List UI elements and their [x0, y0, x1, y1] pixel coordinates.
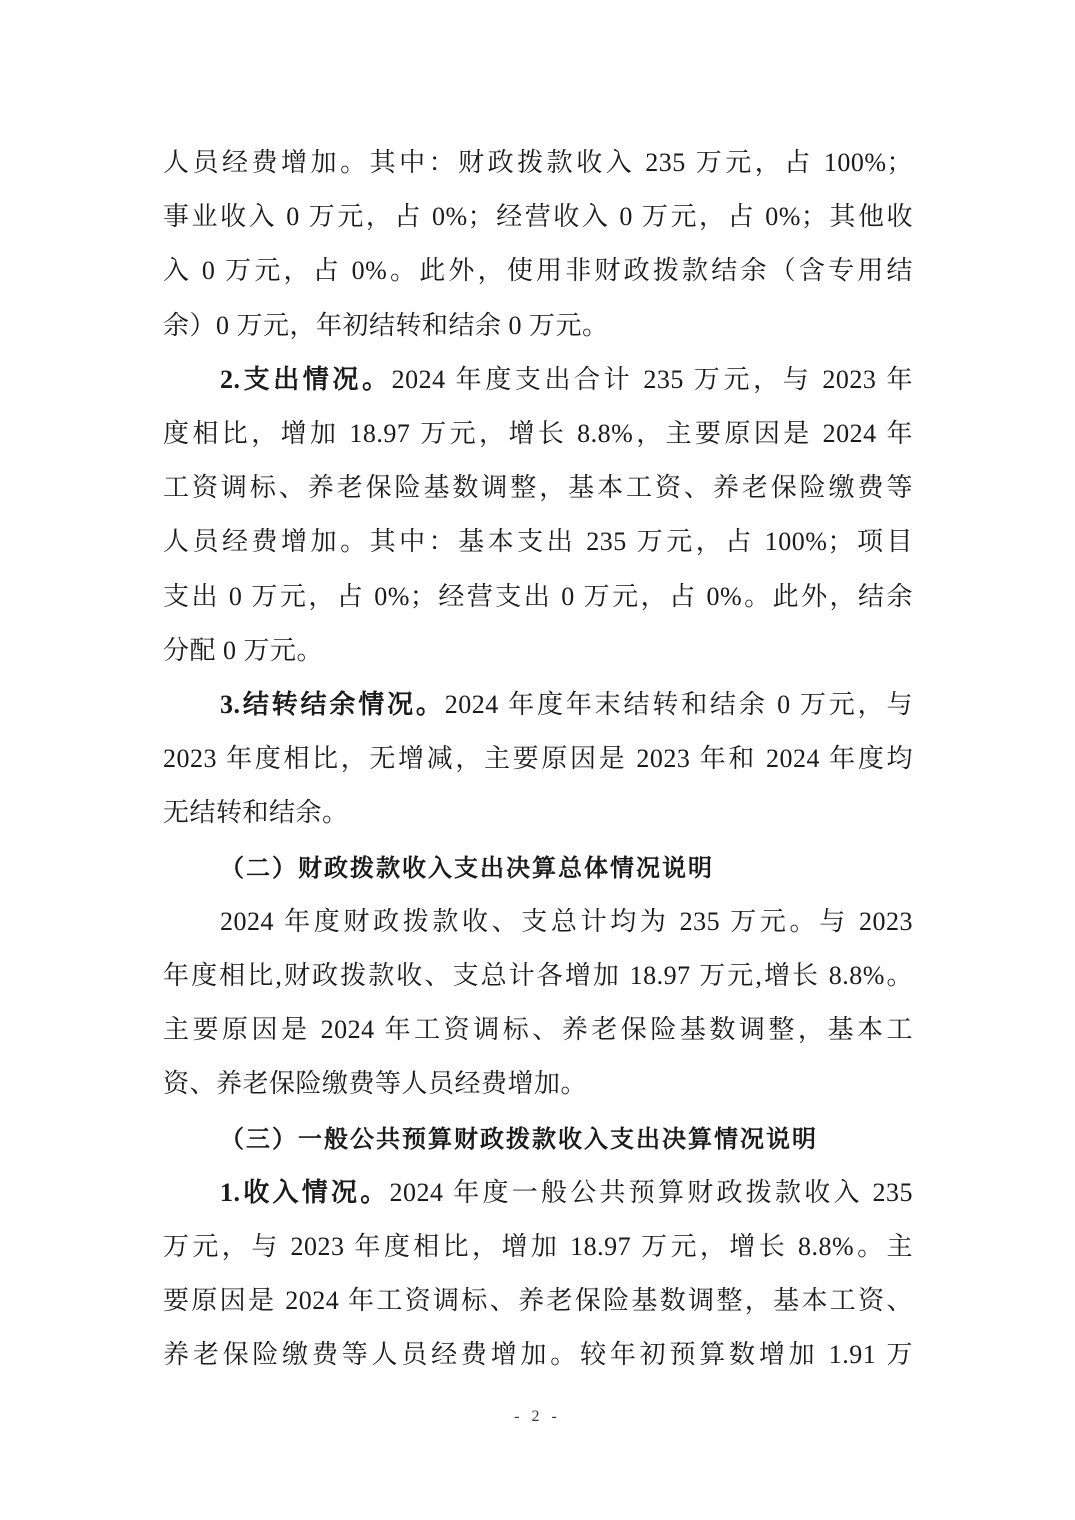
text-line — [163, 244, 913, 298]
text-line — [163, 299, 913, 353]
line-text: 工资调标、养老保险基数调整，基本工资、养老保险缴费等 — [163, 473, 913, 503]
line-text: 人员经费增加。其中：基本支出 235 万元，占 100%；项目 — [163, 527, 913, 557]
text-line — [163, 461, 913, 515]
line-text: 资、养老保险缴费等人员经费增加。 — [163, 1069, 588, 1099]
line-text: 度相比，增加 18.97 万元，增长 8.8%，主要原因是 2024 年 — [163, 419, 913, 448]
text-line — [163, 136, 913, 190]
text-line — [163, 515, 913, 569]
text-line — [163, 190, 913, 244]
line-text: 主要原因是 2024 年工资调标、养老保险基数调整，基本工 — [163, 1015, 913, 1045]
line-text: 无结转和结余。 — [163, 798, 349, 828]
text-line — [163, 624, 913, 678]
text-line — [163, 1220, 913, 1274]
line-text: 支出 0 万元，占 0%；经营支出 0 万元，占 0%。此外，结余 — [163, 581, 913, 611]
text-line — [220, 1166, 913, 1220]
line-text: 2024 年度一般公共预算财政拨款收入 235 — [389, 1177, 913, 1207]
text-line — [163, 949, 913, 1003]
line-text: 分配 0 万元。 — [163, 635, 324, 665]
line-text: 年度相比,财政拨款收、支总计各增加 18.97 万元,增长 8.8%。 — [163, 961, 913, 990]
text-line — [163, 732, 913, 786]
text-line — [163, 1328, 913, 1382]
line-text: 人员经费增加。其中：财政拨款收入 235 万元，占 100%； — [163, 148, 913, 177]
line-text: 事业收入 0 万元，占 0%；经营收入 0 万元，占 0%；其他收 — [163, 202, 913, 232]
heading-text: （三）一般公共预算财政拨款收入支出决算情况说明 — [220, 1124, 818, 1153]
heading-text: （二）财政拨款收入支出决算总体情况说明 — [220, 853, 714, 882]
line-text: 2024 年度年末结转和结余 0 万元，与 — [444, 690, 913, 719]
text-line — [163, 1003, 913, 1057]
page-number: - 2 - — [514, 1408, 561, 1425]
text-line — [220, 353, 913, 407]
text-line — [163, 1274, 913, 1328]
line-text: 要原因是 2024 年工资调标、养老保险基数调整，基本工资、 — [163, 1286, 913, 1316]
text-line — [163, 570, 913, 624]
text-line — [163, 407, 913, 461]
bold-lead-in: 3.结转结余情况。 — [220, 690, 445, 719]
line-text: 万元，与 2023 年度相比，增加 18.97 万元，增长 8.8%。主 — [163, 1232, 913, 1261]
section-heading — [220, 841, 913, 895]
section-heading — [220, 1112, 913, 1166]
line-text: 入 0 万元，占 0%。此外，使用非财政拨款结余（含专用结 — [163, 256, 913, 286]
text-line — [220, 678, 913, 732]
line-text: 余）0 万元，年初结转和结余 0 万元。 — [163, 310, 609, 340]
text-line — [163, 786, 913, 840]
line-text: 养老保险缴费等人员经费增加。较年初预算数增加 1.91 万 — [163, 1340, 913, 1370]
bold-lead-in: 1.收入情况。 — [220, 1177, 390, 1207]
line-text: 2024 年度支出合计 235 万元，与 2023 年 — [391, 364, 913, 394]
text-line — [220, 895, 913, 949]
line-text: 2024 年度财政拨款收、支总计均为 235 万元。与 2023 — [220, 906, 913, 936]
line-text: 2023 年度相比，无增减，主要原因是 2023 年和 2024 年度均 — [163, 744, 913, 774]
bold-lead-in: 2.支出情况。 — [220, 364, 392, 394]
text-line — [163, 1057, 913, 1111]
